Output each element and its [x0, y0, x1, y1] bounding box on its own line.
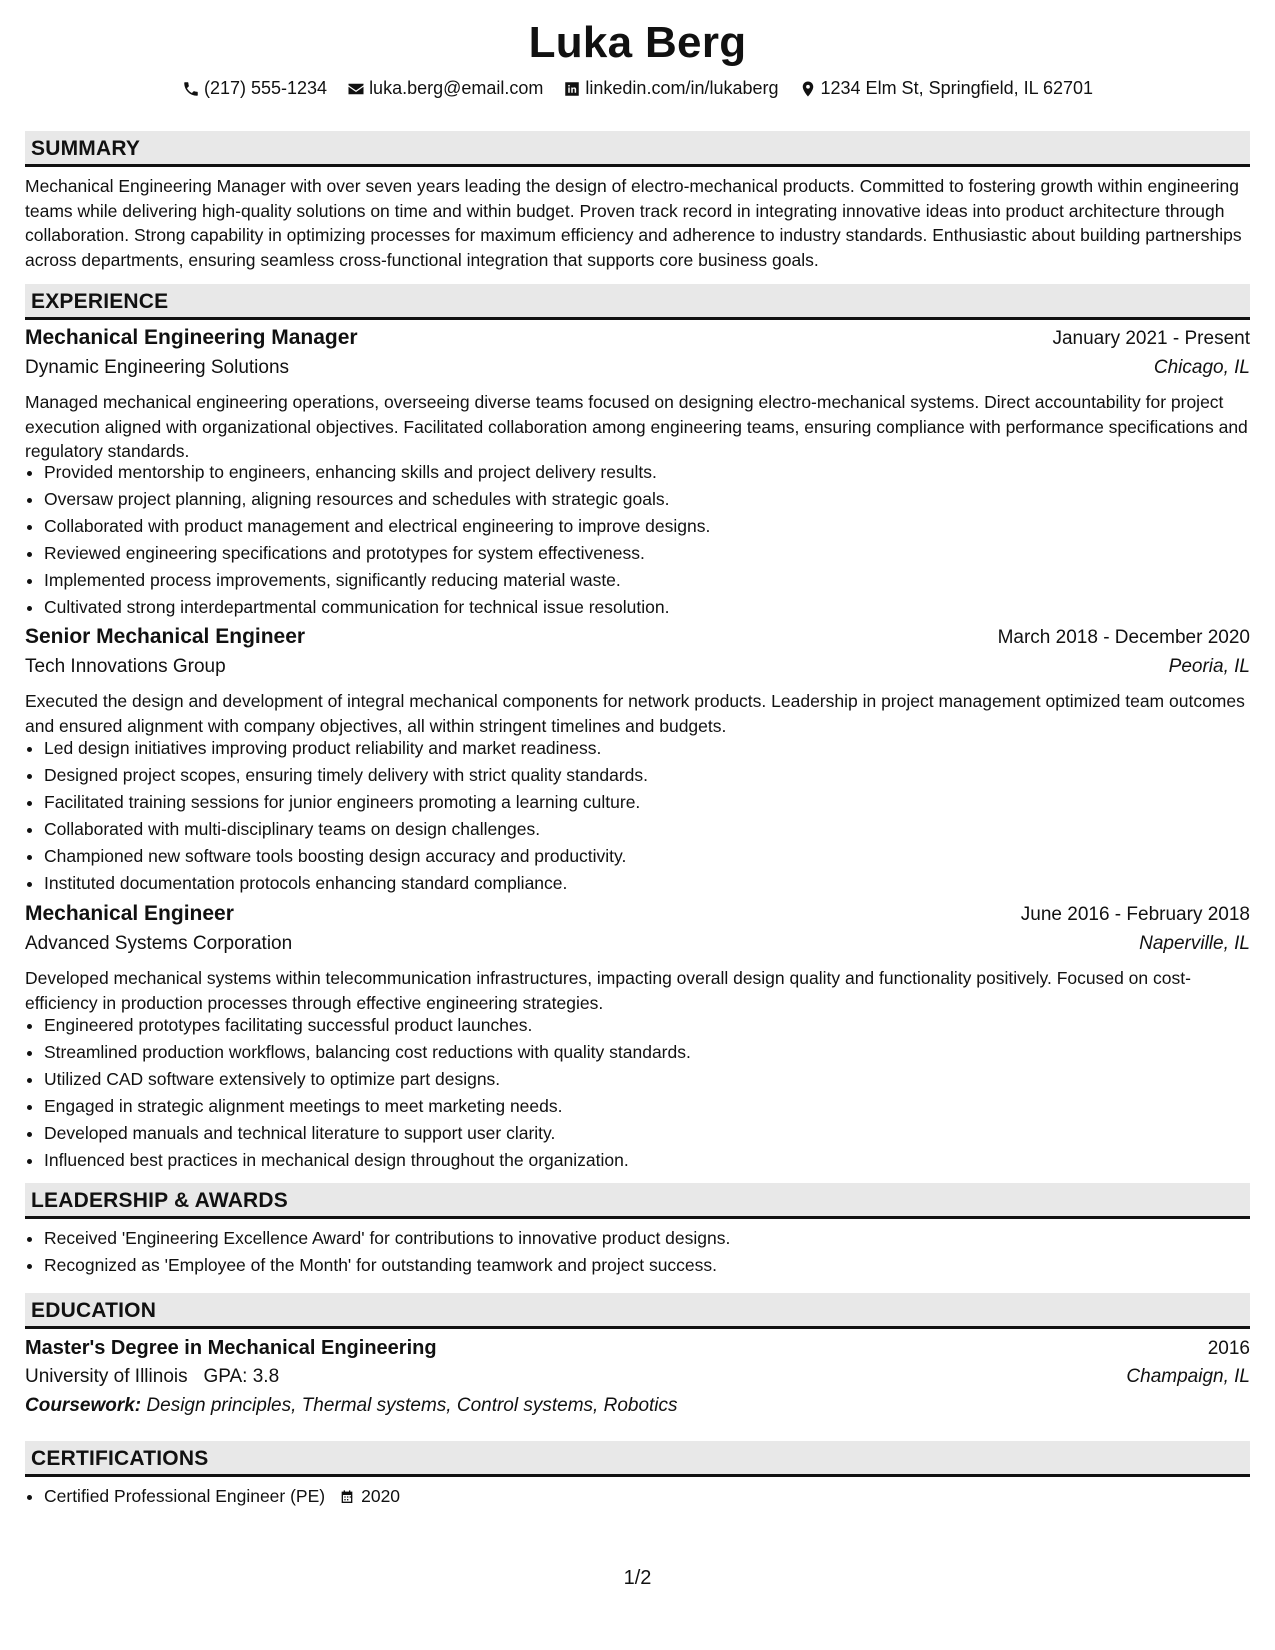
job-subheader — [25, 357, 1250, 379]
list-item: • Cultivated strong interdepartmental communication for technical issue resolution. — [44, 594, 1269, 621]
section-title: LEADERSHIP & AWARDS — [31, 1189, 288, 1212]
page-number: 1/2 — [623, 1567, 652, 1589]
linkedin-text[interactable]: linkedin.com/in/lukaberg — [585, 78, 779, 98]
job-dates: June 2016 - February 2018 — [1020, 904, 1250, 925]
school-location: Champaign, IL — [1126, 1366, 1250, 1387]
job-location: Naperville, IL — [1139, 933, 1250, 954]
list-item: • Engaged in strategic alignment meetings to meet marketing needs. — [44, 1093, 1269, 1120]
job-description: Managed mechanical engineering operations, overseeing diverse teams focused on designing electro-mechanical systems. Direct accountability for project execution aligned with organizational objectives. Facilitated collaboration among engineering teams, ensuring compliance with performance specifications and regulatory standards. — [25, 392, 1248, 461]
candidate-name: Luka Berg — [528, 18, 747, 67]
section-header-education — [25, 1293, 1250, 1329]
list-item: • Instituted documentation protocols enhancing standard compliance. — [44, 870, 1269, 897]
section-title: SUMMARY — [31, 137, 141, 160]
company-name: Tech Innovations Group — [25, 656, 226, 677]
job-dates: March 2018 - December 2020 — [997, 627, 1250, 648]
job-title: Mechanical Engineering Manager — [25, 326, 358, 349]
section-header-leadership — [25, 1183, 1250, 1219]
coursework-list: Design principles, Thermal systems, Control systems, Robotics — [146, 1395, 678, 1416]
list-item: • Reviewed engineering specifications and prototypes for system effectiveness. — [44, 540, 1269, 567]
list-item: • Championed new software tools boosting design accuracy and productivity. — [44, 843, 1269, 870]
job-bullets — [25, 1012, 1269, 1174]
coursework-row — [25, 1395, 1250, 1417]
list-item: • Influenced best practices in mechanical design throughout the organization. — [44, 1147, 1269, 1174]
job-location: Chicago, IL — [1153, 357, 1250, 378]
map-pin-icon — [799, 80, 817, 98]
company-name: Dynamic Engineering Solutions — [25, 357, 290, 378]
list-item: • Led design initiatives improving product reliability and market readiness. — [44, 735, 1269, 762]
job-dates: January 2021 - Present — [1052, 328, 1250, 349]
contact-email[interactable] — [347, 78, 543, 99]
summary-text: Mechanical Engineering Manager with over seven years leading the design of electro-mechanical products. Committed to fostering growth within engineering teams while delivering high-quality solutions on time and within budget. Proven track record in integrating innovative ideas into product architecture through collaboration. Strong capability in optimizing processes for maximum efficiency and adherence to industry standards. Enthusiastic about building partnerships across departments, ensuring seamless cross-functional integration that supports core business goals. — [25, 176, 1242, 270]
job-description: Developed mechanical systems within telecommunication infrastructures, impacting overall design quality and functionality positively. Focused on cost-efficiency in production processes through effective engineering strategies. — [25, 968, 1191, 1013]
linkedin-icon — [563, 80, 581, 98]
list-item: • Facilitated training sessions for junior engineers promoting a learning culture. — [44, 789, 1269, 816]
job-title: Senior Mechanical Engineer — [25, 625, 306, 648]
list-item: • Implemented process improvements, significantly reducing material waste. — [44, 567, 1269, 594]
job-header — [25, 326, 1250, 350]
degree-title: Master's Degree in Mechanical Engineering — [25, 1337, 437, 1359]
section-title: EDUCATION — [31, 1299, 157, 1322]
job-location: Peoria, IL — [1168, 656, 1250, 677]
job-subheader — [25, 933, 1250, 955]
list-item: • Utilized CAD software extensively to optimize part designs. — [44, 1066, 1269, 1093]
school-name: University of Illinois — [25, 1366, 188, 1387]
list-item: • Developed manuals and technical literature to support user clarity. — [44, 1120, 1269, 1147]
gpa: GPA: 3.8 — [203, 1366, 280, 1387]
list-item: • Designed project scopes, ensuring timely delivery with strict quality standards. — [44, 762, 1269, 789]
job-bullets — [25, 735, 1269, 897]
section-header-certifications — [25, 1441, 1250, 1477]
contact-bar — [0, 78, 1275, 99]
job-title: Mechanical Engineer — [25, 902, 234, 925]
certification-name: • Certified Professional Engineer (PE) — [44, 1486, 326, 1506]
list-item: • Streamlined production workflows, balancing cost reductions with quality standards. — [44, 1039, 1269, 1066]
job-description: Executed the design and development of integral mechanical components for network products. Leadership in project management optimized team outcomes and ensured alignment with company objectives, all within stringent timelines and budgets. — [25, 691, 1245, 736]
school-info — [25, 1366, 279, 1388]
coursework-label: Coursework: — [25, 1395, 142, 1416]
list-item: • Provided mentorship to engineers, enhancing skills and project delivery results. — [44, 459, 1269, 486]
phone-icon — [182, 80, 200, 98]
section-header-summary — [25, 131, 1250, 167]
calendar-icon — [339, 1489, 355, 1505]
education-header — [25, 1337, 1250, 1360]
job-header — [25, 902, 1250, 926]
section-title: CERTIFICATIONS — [31, 1447, 209, 1470]
contact-address — [799, 78, 1094, 99]
list-item — [44, 1483, 1269, 1510]
email-text[interactable]: luka.berg@email.com — [369, 78, 544, 98]
phone-text: (217) 555-1234 — [203, 78, 328, 98]
company-name: Advanced Systems Corporation — [25, 933, 293, 954]
address-text: 1234 Elm St, Springfield, IL 62701 — [820, 78, 1094, 98]
certifications-list — [25, 1483, 1269, 1510]
section-header-experience — [25, 284, 1250, 320]
job-bullets — [25, 459, 1269, 621]
list-item: • Collaborated with product management and electrical engineering to improve designs. — [44, 513, 1269, 540]
job-subheader — [25, 656, 1250, 678]
coursework — [25, 1395, 678, 1417]
education-subheader — [25, 1366, 1250, 1388]
certification-row — [44, 1483, 400, 1510]
awards-list — [25, 1225, 1269, 1279]
certification-year: 2020 — [361, 1486, 401, 1506]
contact-phone — [182, 78, 327, 99]
envelope-icon — [347, 80, 365, 98]
list-item: • Engineered prototypes facilitating successful product launches. — [44, 1012, 1269, 1039]
graduation-year: 2016 — [1207, 1338, 1250, 1359]
section-title: EXPERIENCE — [31, 290, 169, 313]
contact-linkedin[interactable] — [563, 78, 778, 99]
list-item: • Recognized as 'Employee of the Month' for outstanding teamwork and project success. — [44, 1252, 1269, 1279]
list-item: • Received 'Engineering Excellence Award' for contributions to innovative product designs. — [44, 1225, 1269, 1252]
job-header — [25, 625, 1250, 649]
list-item: • Oversaw project planning, aligning resources and schedules with strategic goals. — [44, 486, 1269, 513]
list-item: • Collaborated with multi-disciplinary teams on design challenges. — [44, 816, 1269, 843]
